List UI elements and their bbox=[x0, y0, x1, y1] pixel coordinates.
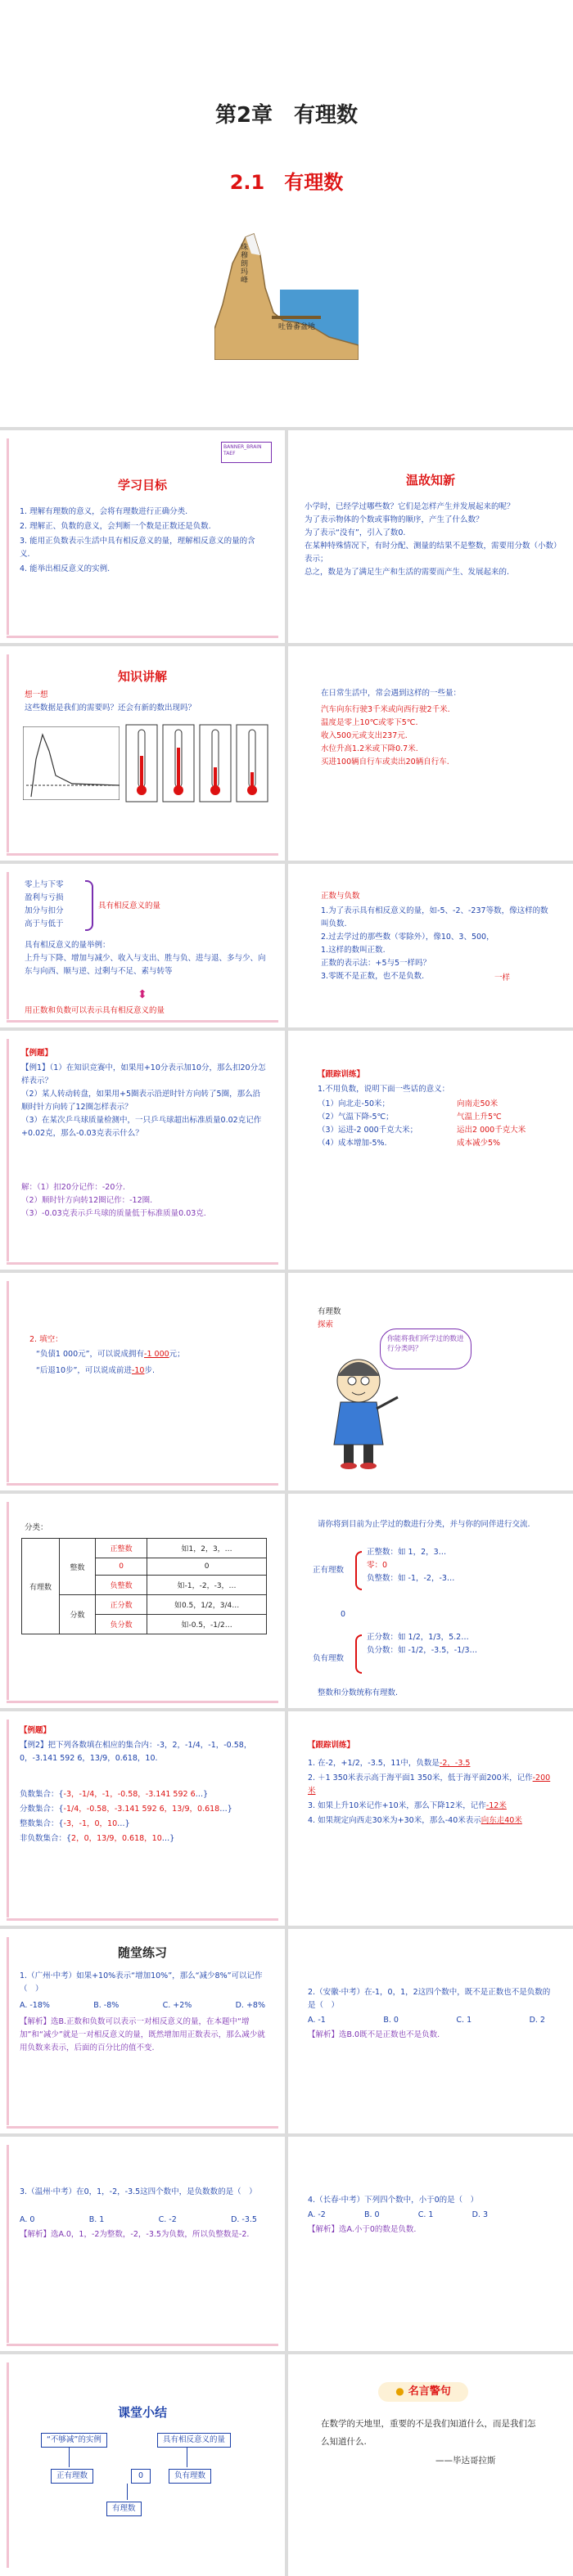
slide-classification bbox=[0, 1494, 285, 1708]
teacher-cartoon bbox=[316, 1348, 406, 1471]
practice-item: （1）向北走-50米； bbox=[318, 1099, 390, 1108]
tree-brace-bottom bbox=[355, 1634, 362, 1674]
slide-pos-neg bbox=[288, 864, 573, 1027]
slide-summary bbox=[0, 2354, 285, 2576]
quantity-line: 收入500元或支出237元. bbox=[321, 731, 408, 740]
practice-answer: 向南走50米 bbox=[457, 1099, 499, 1108]
examples-footer: 用正数和负数可以表示具有相反意义的量 bbox=[25, 1006, 165, 1015]
summary-title: 课堂小结 bbox=[117, 2405, 167, 2420]
explore-sub: 探索 bbox=[318, 1320, 334, 1329]
slide-knowledge bbox=[0, 646, 285, 861]
tree-item: 正分数：如 1/2，1/3，5.2… bbox=[367, 1633, 469, 1642]
mountain-image bbox=[214, 231, 359, 360]
goals-title: 学习目标 bbox=[117, 478, 167, 492]
classification-example: 如-1，-2，-3，… bbox=[147, 1576, 267, 1595]
tree-left-zero: 0 bbox=[341, 1610, 346, 1619]
exercise-q: 1.（广州·中考）如果+10%表示“增加10%”，那么“减少8%”可以记作（ ） bbox=[20, 1971, 263, 1994]
summary-box-2: 具有相反意义的量 bbox=[157, 2433, 231, 2448]
tree-left-negative: 负有理数 bbox=[313, 1654, 345, 1663]
section-title: 2.1 有理数 bbox=[229, 171, 344, 194]
practice-item: （3）运进-2 000千克大米； bbox=[318, 1126, 418, 1135]
example-sol: （3）-0.03克表示乒乓球的质量低于标准质量0.03克. bbox=[21, 1209, 206, 1218]
double-arrow-icon: ⬍ bbox=[138, 988, 147, 1001]
tree-brace-top bbox=[355, 1551, 362, 1590]
exercise4-q: 4.（长春·中考）下列四个数中，小于0的是（ ） bbox=[308, 2196, 479, 2205]
example-q: （2）某人转动转盘，如果用+5圈表示沿逆时针方向转了5圈，那么沿顺时针方向转了12圈怎样表示？ bbox=[21, 1090, 261, 1112]
classification-example: 0 bbox=[147, 1558, 267, 1576]
slide-exercise-4 bbox=[288, 2137, 573, 2351]
classification-example: 如0.5，1/2，3/4… bbox=[147, 1595, 267, 1615]
exercise2-solution: 【解析】选B.0既不是正数也不是负数. bbox=[308, 2030, 440, 2039]
knowledge-sub: 想一想 bbox=[25, 690, 48, 699]
fill-line-1: “负债1 000元”，可以说成拥有-1 000元； bbox=[36, 1350, 185, 1359]
review-line: 为了表示“没有”，引入了数0. bbox=[305, 528, 406, 537]
slide-example-2 bbox=[0, 1711, 285, 1926]
posneg-title: 正数与负数 bbox=[321, 892, 360, 901]
thermometers-image bbox=[124, 723, 268, 803]
classification-example: 如-0.5，-1/2… bbox=[147, 1615, 267, 1634]
map-caption-peak: 珠穆朗玛峰 bbox=[241, 244, 249, 285]
review-line: 小学时，已经学过哪些数？它们是怎样产生并发展起来的呢？ bbox=[305, 502, 515, 511]
example2-question: 【例2】把下列各数填在相应的集合内：-3，2，-1/4，-1，-0.58，0，-3.141 592 6，13/9，0.618，10. bbox=[20, 1741, 252, 1763]
tree-item: 负整数：如 -1，-2，-3… bbox=[367, 1574, 455, 1583]
exercise3-solution: 【解析】选A.0，1，-2为整数，-2，-3.5为负数，所以负整数是-2. bbox=[20, 2230, 250, 2239]
tree-item: 负分数：如 -1/2，-3.5，-1/3… bbox=[367, 1646, 477, 1655]
exercise2-opts: A. -1 B. 0 C. 1 D. 2 bbox=[308, 2016, 545, 2025]
set-line: 分数集合：{-1/4，-0.58，-3.141 592 6，13/9，0.618…} bbox=[20, 1805, 232, 1814]
classification-group: 分数 bbox=[60, 1595, 96, 1634]
example-title: 【例题】 bbox=[21, 1049, 53, 1058]
set-line: 负数集合：{-3，-1/4，-1，-0.58，-3.141 592 6…} bbox=[20, 1790, 209, 1799]
exercise2-q: 2.（安徽·中考）在-1，0，1，2这四个数中，既不是正数也不是负数的是（ ） bbox=[308, 1988, 551, 2010]
review-line: 总之，数是为了满足生产和生活的需要而产生、发展起来的. bbox=[305, 568, 510, 577]
exercise3-q: 3.（温州·中考）在0，1，-2，-3.5这四个数中，是负数数的是（ ） bbox=[20, 2187, 257, 2196]
quantity-line: 汽车向东行驶3千米或向西行驶2千米. bbox=[321, 705, 450, 714]
exercise4-opts: A. -2 B. 0 C. 1 D. 3 bbox=[308, 2210, 488, 2219]
example-q: （3）在某次乒乓球质量检测中，一只乒乓球超出标准质量0.02克记作+0.02克，那么-0.03克表示什么？ bbox=[21, 1116, 262, 1138]
slide-practice-2 bbox=[288, 1711, 573, 1926]
examples-heading: 具有相反意义的量举例： bbox=[25, 941, 111, 950]
practice-q: 1.不用负数，说明下面一些话的意义： bbox=[318, 1085, 450, 1094]
title-slide bbox=[0, 0, 573, 427]
tree-intro: 请你将到目前为止学过的数进行分类，并与你的同伴进行交流. bbox=[318, 1520, 530, 1529]
classification-sub: 负整数 bbox=[96, 1576, 147, 1595]
slide-exercise-1 bbox=[0, 1929, 285, 2133]
classification-title: 分类： bbox=[25, 1523, 48, 1532]
practice2-line: 2. ＋1 350米表示高于海平面1 350米，低于海平面200米，记作-200米 bbox=[308, 1774, 551, 1796]
brace bbox=[85, 880, 93, 931]
summary-box-4: 0 bbox=[131, 2469, 151, 2484]
explore-title: 有理数 bbox=[318, 1307, 341, 1316]
quantities-intro: 在日常生活中，常会遇到这样的一些量： bbox=[321, 689, 462, 698]
summary-arrow-3 bbox=[127, 2484, 128, 2500]
set-line: 整数集合：{-3，-1，0，10…} bbox=[20, 1819, 130, 1828]
summary-box-5: 负有理数 bbox=[169, 2469, 211, 2484]
slide-learning-goals bbox=[0, 430, 285, 643]
classification-sub: 正分数 bbox=[96, 1595, 147, 1615]
slide-quote bbox=[288, 2354, 573, 2576]
exercise-opts: A. -18% B. -8% C. +2% D. +8% bbox=[20, 2001, 265, 2010]
quote-title-badge: ● 名言警句 bbox=[378, 2382, 468, 2402]
slide-review bbox=[288, 430, 573, 643]
quote-author: ——毕达哥拉斯 bbox=[435, 2456, 496, 2466]
quote-text: 在数学的天地里，重要的不是我们知道什么，而是我们怎么知道什么. bbox=[321, 2419, 536, 2447]
example2-title: 【例题】 bbox=[20, 1726, 52, 1735]
set-line: 非负数集合：{2，0，13/9，0.618，10…} bbox=[20, 1834, 175, 1843]
goal-item: 1. 理解有理数的意义，会将有理数进行正确分类. bbox=[20, 507, 188, 516]
exercise3-opts: A. 0 B. 1 C. -2 D. -3.5 bbox=[20, 2215, 257, 2224]
goal-item: 3. 能用正负数表示生活中具有相反意义的量，理解相反意义的量的含义. bbox=[20, 537, 255, 559]
quantity-line: 水位升高1.2米或下降0.7米. bbox=[321, 744, 418, 753]
pair-item: 盈利与亏损 bbox=[25, 893, 64, 902]
summary-box-1: “不够减”的实例 bbox=[41, 2433, 107, 2448]
slide-opposite-examples bbox=[0, 864, 285, 1027]
practice-answer: 气温上升5℃ bbox=[457, 1113, 502, 1122]
slide-explore bbox=[288, 1273, 573, 1490]
posneg-line: 3.零既不是正数，也不是负数. bbox=[321, 972, 425, 981]
review-title: 温故知新 bbox=[405, 473, 455, 488]
practice-item: （4）成本增加-5%. bbox=[318, 1139, 387, 1148]
knowledge-question: 这些数据是我们的需要吗？还会有新的数出现吗？ bbox=[25, 704, 196, 713]
tree-item: 正整数：如 1，2，3… bbox=[367, 1548, 447, 1557]
fill-line-2: “后退10步”，可以说成前进-10步. bbox=[36, 1366, 155, 1375]
classification-table bbox=[21, 1538, 267, 1634]
examples-text: 上升与下降、增加与减少、收入与支出、胜与负、进与退、多与少、向东与向西、顺与逆、过剩与不足、素与转等 bbox=[25, 954, 266, 976]
example-sol: 解：（1）扣20分记作：-20分. bbox=[21, 1183, 125, 1192]
practice2-line: 4. 如果规定向西走30米为+30米，那么-40米表示向东走40米 bbox=[308, 1816, 522, 1825]
tree-item: 零：0 bbox=[367, 1561, 388, 1570]
pair-item: 高于与低于 bbox=[25, 919, 64, 928]
review-line: 在某种特殊情况下，有时分配、测量的结果不是整数，需要用分数（小数）表示； bbox=[305, 542, 562, 564]
slide-example-1 bbox=[0, 1031, 285, 1270]
speech-bubble: 你能将我们所学过的数进行分类吗？ bbox=[380, 1328, 471, 1369]
example-sol: （2）顺时针方向转12圈记作：-12圈. bbox=[21, 1196, 153, 1205]
practice-item: （2）气温下降-5℃； bbox=[318, 1113, 394, 1122]
goals-badge: BANNER_BRAIN TAEF bbox=[221, 442, 272, 463]
classification-sub: 0 bbox=[96, 1558, 147, 1576]
knowledge-title: 知识讲解 bbox=[117, 669, 167, 684]
cliff-image bbox=[23, 726, 120, 800]
tree-footer: 整数和分数统称有理数. bbox=[318, 1688, 399, 1697]
goal-item: 2. 理解正、负数的意义，会判断一个数是正数还是负数. bbox=[20, 522, 211, 531]
slide-fill-in bbox=[0, 1273, 285, 1490]
practice-answer: 运出2 000千克大米 bbox=[457, 1126, 526, 1135]
exercise4-solution: 【解析】选A.小于0的数是负数. bbox=[308, 2225, 417, 2234]
posneg-line: 正数的表示法：+5与5一样吗？ bbox=[321, 959, 431, 968]
goal-item: 4. 能举出相反意义的实例. bbox=[20, 564, 111, 573]
map-caption-basin: 吐鲁番盆地 bbox=[278, 323, 316, 331]
slide-practice-1 bbox=[288, 1031, 573, 1270]
practice-answer: 成本减少5% bbox=[457, 1139, 501, 1148]
classification-root: 有理数 bbox=[22, 1539, 60, 1634]
quantity-line: 温度是零上10℃或零下5℃. bbox=[321, 718, 418, 727]
pair-item: 加分与扣分 bbox=[25, 906, 64, 915]
posneg-line: 2.过去学过的那些数（零除外），像10、3、500， bbox=[321, 933, 494, 942]
practice-title: 【跟踪训练】 bbox=[318, 1070, 365, 1079]
classification-group: 整数 bbox=[60, 1539, 96, 1595]
exercise-solution: 【解析】选B.正数和负数可以表示一对相反意义的量，在本题中“增加”和“减少”就是一对相反意义的量，既然增加用正数表示，那么减少就用负数来表示，后面的百分比的值不变. bbox=[20, 2017, 265, 2052]
practice2-line: 1. 在-2，+1/2，-3.5，11中，负数是-2，-3.5 bbox=[308, 1759, 471, 1768]
tree-left-positive: 正有理数 bbox=[313, 1566, 345, 1575]
slide-opposite-quantities bbox=[288, 646, 573, 861]
practice2-line: 3. 如果上升10米记作+10米，那么下降12米，记作-12米 bbox=[308, 1801, 507, 1810]
slide-classification-tree bbox=[288, 1494, 573, 1708]
summary-box-3: 正有理数 bbox=[51, 2469, 93, 2484]
classification-sub: 负分数 bbox=[96, 1615, 147, 1634]
review-line: 为了表示物体的个数或事物的顺序，产生了什么数？ bbox=[305, 515, 484, 524]
pair-item: 零上与下零 bbox=[25, 880, 64, 889]
fill-title: 2. 填空： bbox=[29, 1335, 63, 1344]
slide-exercise-2 bbox=[288, 1929, 573, 2133]
posneg-line: 1.为了表示具有相反意义的量，如-5、-2、-237等数，像这样的数叫负数. bbox=[321, 906, 548, 928]
summary-box-6: 有理数 bbox=[106, 2502, 142, 2516]
quantity-line: 买进100辆自行车或卖出20辆自行车. bbox=[321, 758, 449, 767]
classification-sub: 正整数 bbox=[96, 1539, 147, 1558]
posneg-line: 1.这样的数叫正数. bbox=[321, 946, 386, 955]
bulb-icon: ● bbox=[395, 2385, 404, 2397]
classification-example: 如1，2，3，… bbox=[147, 1539, 267, 1558]
summary-arrow-1 bbox=[69, 2448, 70, 2467]
brace-label: 具有相反意义的量 bbox=[98, 901, 161, 910]
chapter-title: 第2章 有理数 bbox=[214, 103, 359, 128]
exercise-title: 随堂练习 bbox=[117, 1945, 167, 1960]
example-q: 【例1】（1）在知识竞赛中，如果用+10分表示加10分，那么扣20分怎样表示？ bbox=[21, 1063, 266, 1086]
posneg-side-answer: 一样 bbox=[494, 973, 511, 982]
slide-exercise-3 bbox=[0, 2137, 285, 2351]
practice2-title: 【跟踪训练】 bbox=[308, 1741, 355, 1750]
